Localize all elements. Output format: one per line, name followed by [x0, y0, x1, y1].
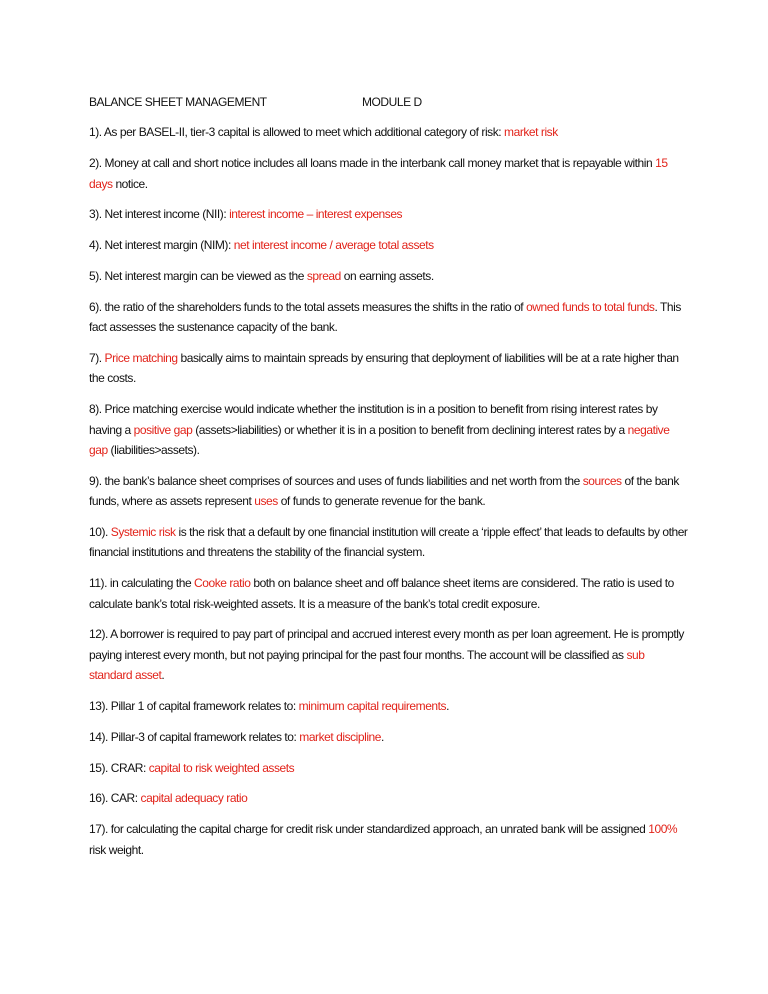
document-body	[89, 92, 689, 870]
question-5: 5). Net interest margin can be viewed as the spread on earning assets.	[89, 269, 434, 283]
question-15: 15). CRAR: capital to risk weighted assets	[89, 760, 295, 775]
answer: spread	[306, 269, 341, 283]
question-4: 4). Net interest margin (NIM): net interest income / average total assets	[89, 238, 434, 253]
answer: Cooke ratio	[194, 576, 251, 591]
answer: interest income – interest expenses	[229, 207, 403, 222]
answer: capital adequacy ratio	[140, 791, 248, 806]
answer: minimum capital requirements	[298, 699, 447, 714]
answer: 100%	[648, 822, 678, 837]
question-2: 2). Money at call and short notice includes all loans made in the interbank call money market that is repayable within 15 days notice.	[89, 156, 668, 191]
answer: sub standard asset	[89, 647, 645, 683]
page-header	[89, 92, 689, 112]
answer: Systemic risk	[110, 525, 176, 540]
question-1: 1). As per BASEL-II, tier-3 capital is allowed to meet which additional category of risk: market risk	[89, 125, 558, 140]
question-16: 16). CAR: capital adequacy ratio	[89, 791, 248, 806]
question-10: 10). Systemic risk is the risk that a default by one financial institution will create a ‘ripple effect’ that leads to defaults by other financial institutions and threatens the stability of the financial system.	[89, 525, 688, 560]
answer: market discipline	[299, 729, 381, 744]
answer: Price matching	[104, 351, 178, 365]
question-8: 8). Price matching exercise would indicate whether the institution is in a position to benefit from rising interest rates by having a positive gap (assets>liabilities) or whether it is in a position to benefit from declining interest rates by a negative gap (liabilities>assets).	[89, 402, 670, 458]
module-label: MODULE D	[362, 95, 422, 109]
answer: net interest income / average total assets	[233, 238, 434, 253]
question-6: 6). the ratio of the shareholders funds to the total assets measures the shifts in the ratio of owned funds to total funds. This fact assesses the sustenance capacity of the bank.	[89, 299, 681, 335]
question-14: 14). Pillar-3 of capital framework relates to: market discipline.	[89, 729, 384, 744]
question-11: 11). in calculating the Cooke ratio both on balance sheet and off balance sheet items are considered. The ratio is used to calculate bank’s total risk-weighted assets. It is a measure of the bank’s total credit exposure.	[89, 576, 674, 611]
document-title: BALANCE SHEET MANAGEMENT	[89, 95, 267, 109]
answer: owned funds to total funds	[526, 299, 655, 314]
answer: negative gap	[89, 422, 670, 458]
answer: uses	[254, 494, 278, 509]
question-9: 9). the bank’s balance sheet comprises of sources and uses of funds liabilities and net worth from the sources of the bank funds, where as assets represent uses of funds to generate revenue for the bank.	[89, 473, 679, 509]
answer: 15 days	[89, 156, 668, 191]
answer: sources	[582, 473, 622, 488]
question-12: 12). A borrower is required to pay part of principal and accrued interest every month as per loan agreement. He is promptly paying interest every month, but not paying principal for the past four months. The account will be classified as sub standard asset.	[89, 627, 684, 683]
question-13: 13). Pillar 1 of capital framework relates to: minimum capital requirements.	[89, 699, 449, 714]
question-3: 3). Net interest income (NII): interest income – interest expenses	[89, 207, 403, 222]
question-17: 17). for calculating the capital charge for credit risk under standardized approach, an unrated bank will be assigned 100% risk weight.	[89, 822, 678, 857]
answer: market risk	[504, 125, 558, 140]
answer: capital to risk weighted assets	[148, 760, 295, 775]
answer: positive gap	[133, 422, 193, 437]
question-7: 7). Price matching basically aims to maintain spreads by ensuring that deployment of liabilities will be at a rate higher than the costs.	[89, 351, 679, 386]
